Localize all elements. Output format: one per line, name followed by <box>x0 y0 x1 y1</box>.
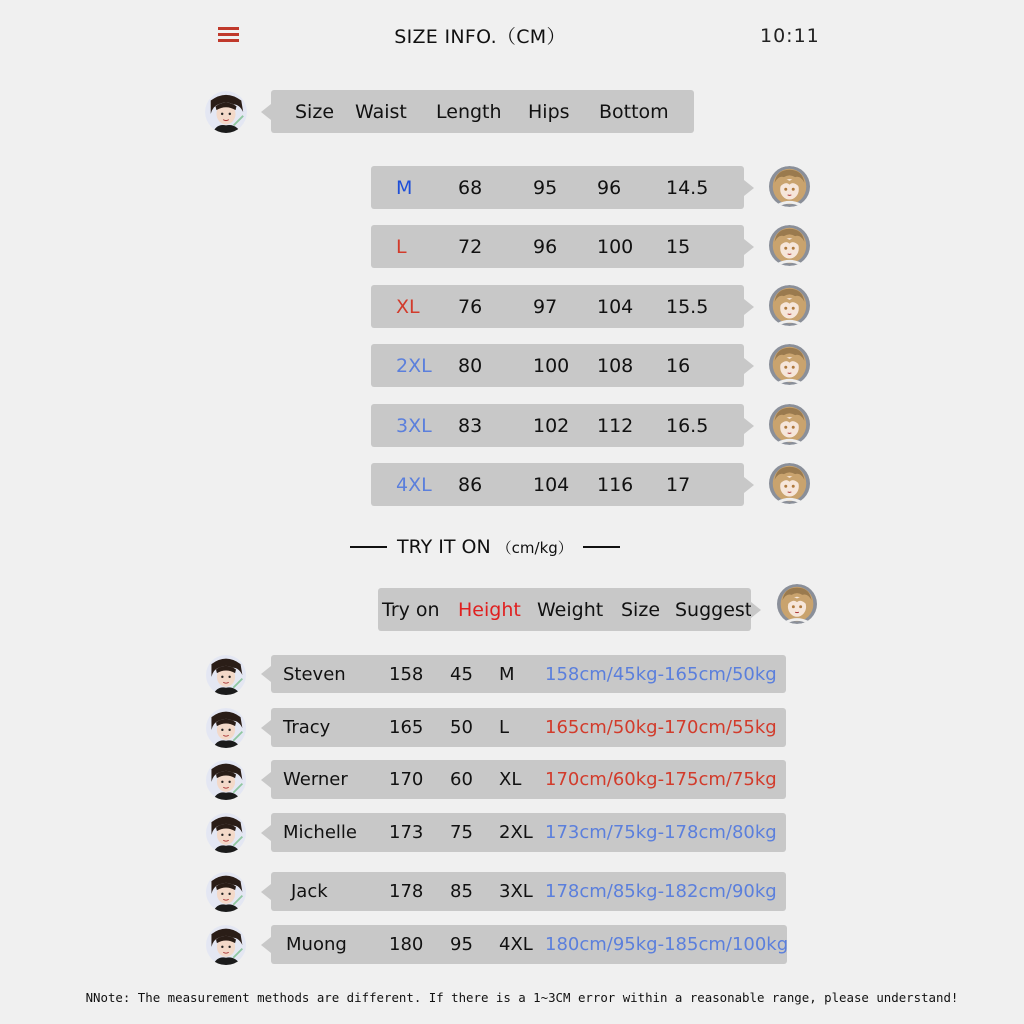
header-bottom: Bottom <box>599 100 669 123</box>
size-value: L <box>499 717 510 738</box>
suggest-value: 165cm/50kg-170cm/55kg <box>545 717 777 738</box>
hips-value: 112 <box>597 414 634 437</box>
try-it-on-unit: （cm/kg） <box>496 538 573 557</box>
waist-value: 76 <box>458 295 483 318</box>
try-on-row <box>271 708 786 747</box>
length-value: 104 <box>533 473 570 496</box>
header-waist: Waist <box>355 100 407 123</box>
try-on-row <box>271 813 786 852</box>
header-length: Length <box>436 100 502 123</box>
hips-value: 104 <box>597 295 634 318</box>
size-label: 3XL <box>396 414 432 437</box>
height-value: 180 <box>389 934 424 955</box>
try-on-row <box>271 655 786 693</box>
size-row <box>371 225 744 268</box>
girl-avatar-icon <box>776 584 818 624</box>
waist-value: 72 <box>458 235 483 258</box>
height-value: 173 <box>389 822 424 843</box>
header-hips: Hips <box>528 100 570 123</box>
weight-value: 75 <box>450 822 473 843</box>
hips-value: 116 <box>597 473 634 496</box>
header-size: Size <box>295 100 335 123</box>
boy-avatar-icon <box>205 708 247 748</box>
size-row <box>371 285 744 328</box>
measurement-note: NNote: The measurement methods are different. If there is a 1~3CM error within a reasonable range, please understand! <box>85 990 959 1005</box>
girl-avatar-icon <box>768 225 811 266</box>
height-value: 170 <box>389 769 424 790</box>
try-on-row <box>271 872 786 911</box>
height-value: 158 <box>389 663 424 685</box>
waist-value: 80 <box>458 354 483 377</box>
boy-avatar-icon <box>205 925 247 965</box>
size-label: XL <box>396 295 420 318</box>
bottom-value: 16 <box>666 354 691 377</box>
try-on-row <box>271 760 786 799</box>
height-value: 165 <box>389 717 424 738</box>
tester-name: Muong <box>286 934 347 955</box>
try-on-row <box>271 925 787 964</box>
header-size: Size <box>621 598 661 621</box>
girl-avatar-icon <box>768 166 811 207</box>
boy-avatar-icon <box>205 655 247 695</box>
weight-value: 45 <box>450 663 473 685</box>
girl-avatar-icon <box>768 404 811 445</box>
boy-avatar-icon <box>205 91 247 133</box>
length-value: 96 <box>533 235 558 258</box>
size-row <box>371 463 744 506</box>
tester-name: Michelle <box>283 822 357 843</box>
size-row <box>371 166 744 209</box>
size-row <box>371 344 744 387</box>
header-weight: Weight <box>537 598 604 621</box>
divider-line <box>350 546 387 548</box>
waist-value: 68 <box>458 176 483 199</box>
status-time: 10:11 <box>760 25 820 47</box>
suggest-value: 170cm/60kg-175cm/75kg <box>545 769 777 790</box>
size-value: 4XL <box>499 934 533 955</box>
header-height: Height <box>458 598 521 621</box>
girl-avatar-icon <box>768 344 811 385</box>
size-label: 4XL <box>396 473 432 496</box>
hips-value: 108 <box>597 354 634 377</box>
weight-value: 85 <box>450 881 473 902</box>
boy-avatar-icon <box>205 760 247 800</box>
waist-value: 83 <box>458 414 483 437</box>
try-it-on-title: TRY IT ON <box>397 536 491 558</box>
tester-name: Jack <box>291 881 328 902</box>
size-label: 2XL <box>396 354 432 377</box>
waist-value: 86 <box>458 473 483 496</box>
weight-value: 50 <box>450 717 473 738</box>
bottom-value: 15 <box>666 235 691 258</box>
hips-value: 100 <box>597 235 634 258</box>
divider-line <box>583 546 620 548</box>
size-label: L <box>396 235 407 258</box>
try-on-header <box>378 588 751 631</box>
length-value: 102 <box>533 414 570 437</box>
size-row <box>371 404 744 447</box>
bottom-value: 17 <box>666 473 691 496</box>
size-table-header <box>271 90 694 133</box>
suggest-value: 173cm/75kg-178cm/80kg <box>545 822 777 843</box>
girl-avatar-icon <box>768 463 811 504</box>
try-it-on-heading <box>350 535 620 559</box>
length-value: 100 <box>533 354 570 377</box>
tester-name: Tracy <box>283 717 331 738</box>
page-title: SIZE INFO.（CM） <box>394 26 566 48</box>
hips-value: 96 <box>597 176 622 199</box>
suggest-value: 178cm/85kg-182cm/90kg <box>545 881 777 902</box>
boy-avatar-icon <box>205 813 247 853</box>
tester-name: Steven <box>283 663 346 685</box>
header-suggest: Suggest <box>675 598 753 621</box>
size-value: XL <box>499 769 522 790</box>
size-value: 2XL <box>499 822 533 843</box>
suggest-value: 180cm/95kg-185cm/100kg <box>545 934 789 955</box>
boy-avatar-icon <box>205 872 247 912</box>
length-value: 95 <box>533 176 558 199</box>
bottom-value: 16.5 <box>666 414 709 437</box>
length-value: 97 <box>533 295 558 318</box>
girl-avatar-icon <box>768 285 811 326</box>
size-value: 3XL <box>499 881 533 902</box>
height-value: 178 <box>389 881 424 902</box>
tester-name: Werner <box>283 769 348 790</box>
bottom-value: 15.5 <box>666 295 709 318</box>
size-value: M <box>499 663 515 685</box>
weight-value: 60 <box>450 769 473 790</box>
weight-value: 95 <box>450 934 473 955</box>
suggest-value: 158cm/45kg-165cm/50kg <box>545 663 777 685</box>
size-label: M <box>396 176 413 199</box>
bottom-value: 14.5 <box>666 176 709 199</box>
header-try-on: Try on <box>382 598 440 621</box>
